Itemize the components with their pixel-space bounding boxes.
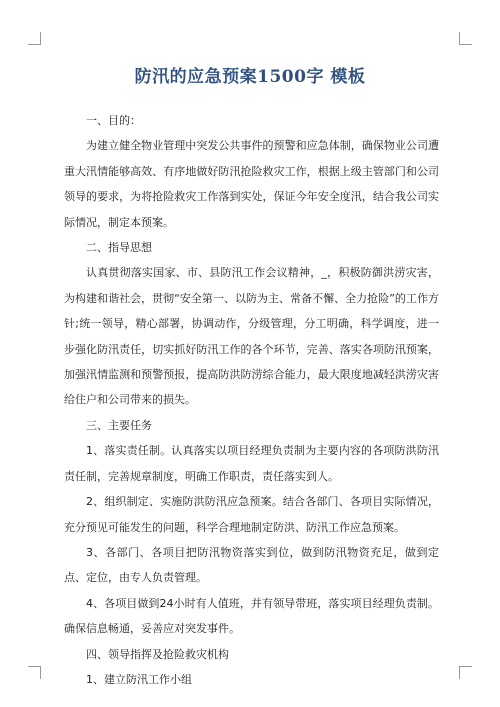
paragraph-task-2: 2、组织制定、实施防洪防汛应急预案。结合各部门、各项目实际情况，充分预见可能发生的问题，科学合理地制定防洪、防汛工作应急预案。 <box>64 495 439 534</box>
crop-mark-bottom-right <box>459 666 472 679</box>
subsection-heading-flood-team: 1、建立防汛工作小组 <box>86 672 192 686</box>
paragraph-task-3: 3、各部门、各项目把防汛物资落实到位，做到防汛物资充足，做到定点、定位，由专人负责管理。 <box>64 545 439 585</box>
crop-mark-bottom-left <box>28 666 41 679</box>
section-heading-purpose: 一、目的： <box>86 114 141 127</box>
section-heading-guiding-ideology: 二、指导思想 <box>86 241 152 255</box>
section-heading-leadership: 四、领导指挥及抢险救灾机构 <box>86 647 229 661</box>
section-heading-main-tasks: 三、主要任务 <box>86 418 152 432</box>
document-title: 防汛的应急预案1500字 模板 <box>134 67 366 87</box>
crop-mark-top-right <box>459 32 472 45</box>
paragraph-task-4: 4、各项目做到24小时有人值班，并有领导带班，落实项目经理负责制。确保信息畅通，妥善应对突发事件。 <box>64 596 439 636</box>
paragraph-guiding-ideology: 认真贯彻落实国家、市、县防汛工作会议精神，_，积极防御洪涝灾害，为构建和谐社会，贯彻“安全第一、以防为主、常备不懈、全力抢险”的工作方针;统一领导，精心部署，协调动作，分级管理，分工明确，科学调度，进一步强化防汛责任，切实抓好防汛工作的各个环节，完善、落实各项防汛预案，加强汛情监测和预警预报，提高防洪防涝综合能力，最大限度地减轻洪涝灾害给住户和公司带来的损失。 <box>64 266 439 407</box>
paragraph-purpose: 为建立健全物业管理中突发公共事件的预警和应急体制，确保物业公司遭重大汛情能够高效、有序地做好防汛抢险救灾工作，根据上级主管部门和公司领导的要求，为将抢险救灾工作落到实处，保证今年安全度汛，结合我公司实际情况，制定本预案。 <box>64 139 439 229</box>
crop-mark-top-left <box>28 32 41 45</box>
paragraph-task-1: 1、落实责任制。认真落实以项目经理负责制为主要内容的各项防洪防汛责任制，完善规章制度，明确工作职责，责任落实到人。 <box>64 444 439 483</box>
document-body <box>64 108 439 692</box>
